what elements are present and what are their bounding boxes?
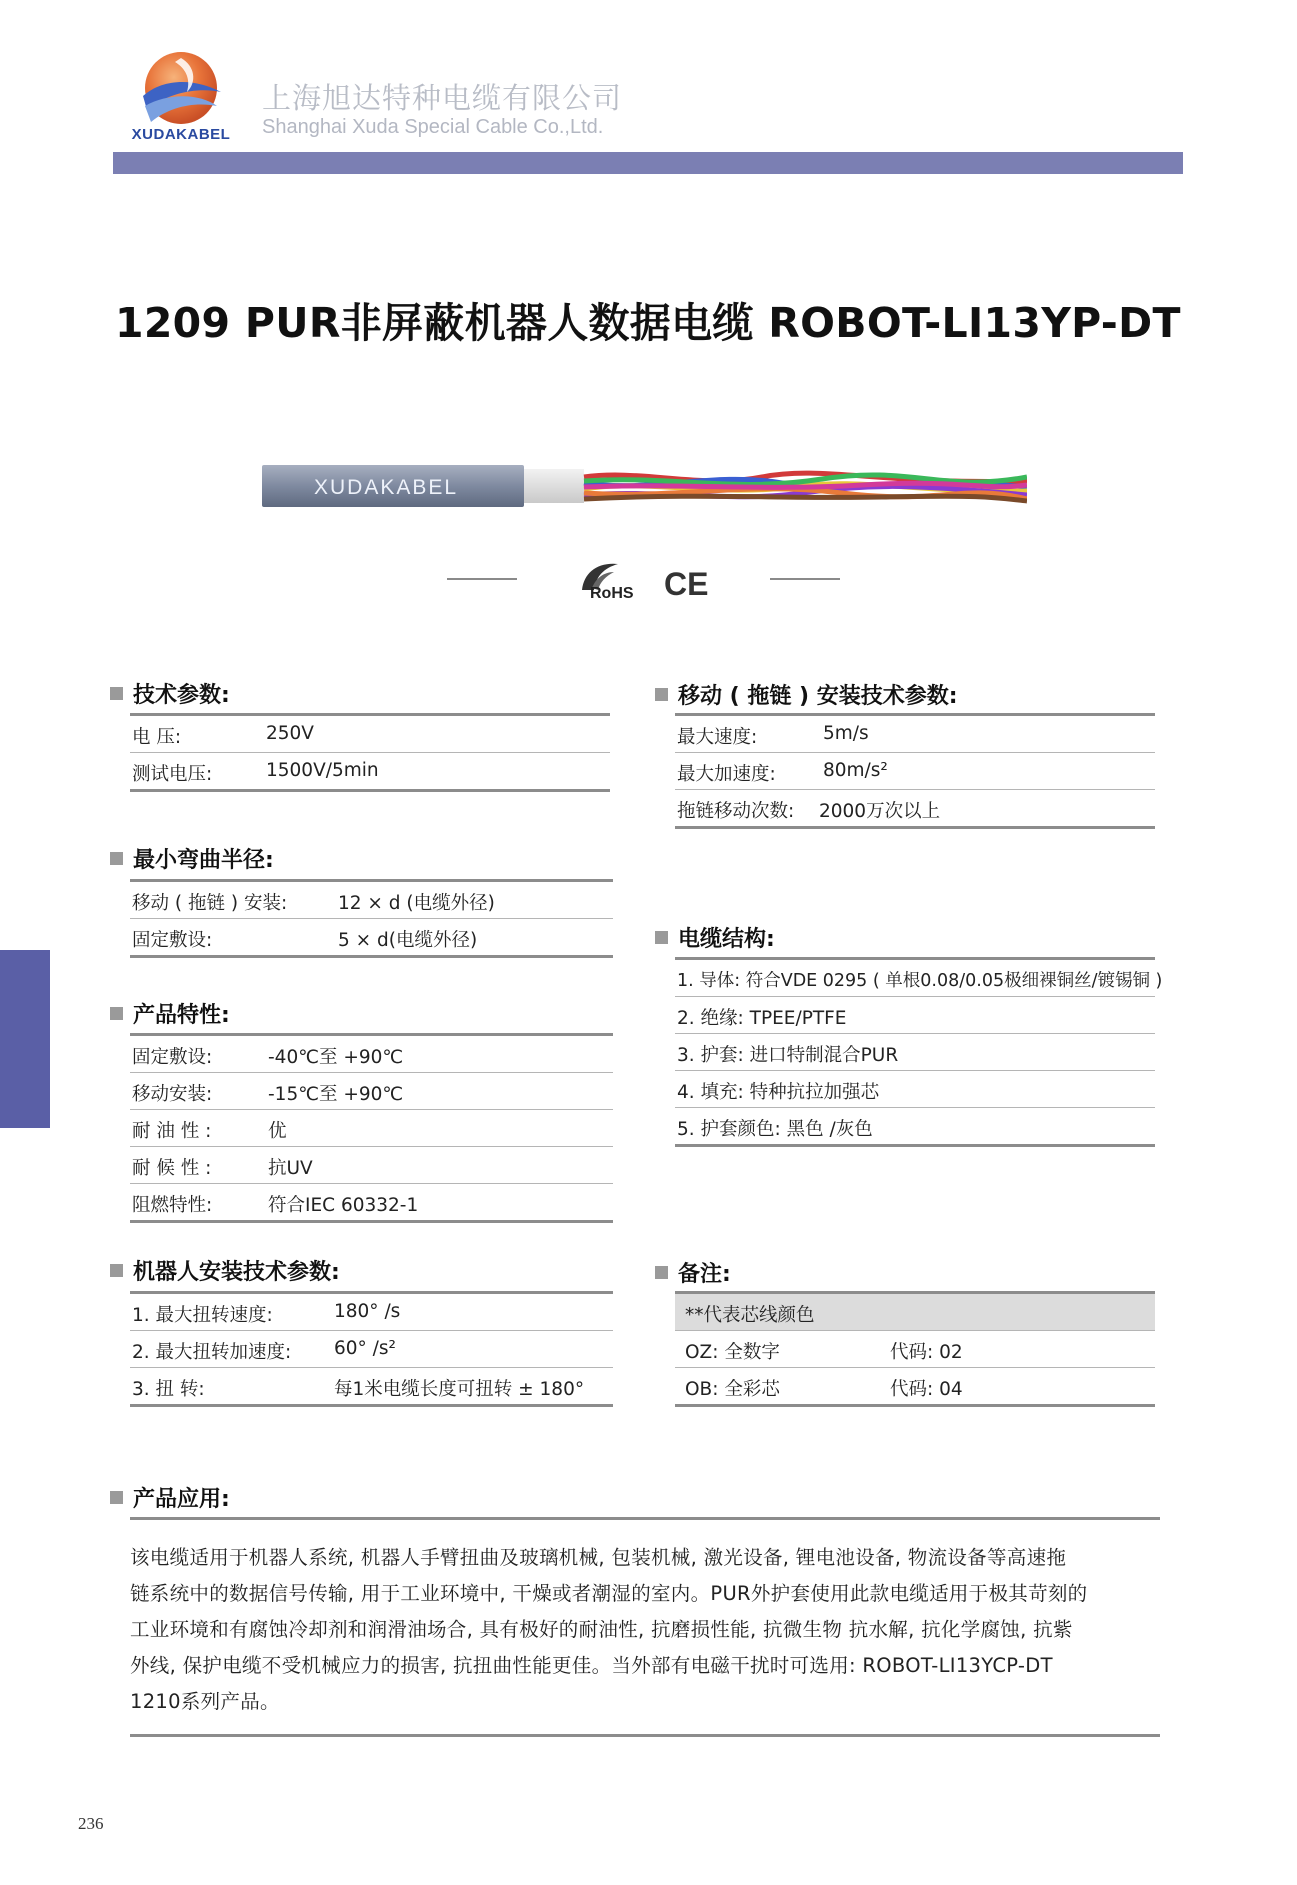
table-row: 最大加速度: 80m/s² [675,752,1155,789]
table-row: 1. 导体: 符合VDE 0295 ( 单根0.08/0.05极细裸铜丝/镀锡铜 ) [677,971,1163,991]
cert-divider-right [770,578,840,580]
table-row: 移动安装: -15℃至 +90℃ [130,1072,613,1109]
logo-text: XUDAKABEL [131,126,231,143]
table-row: 5. 护套颜色: 黑色 /灰色 [675,1107,1155,1144]
table-row: 2. 最大扭转加速度: 60° /s² [130,1330,613,1367]
company-name-en: Shanghai Xuda Special Cable Co.,Ltd. [262,116,604,138]
table-row: 耐 油 性 : 优 [130,1109,613,1146]
bullet-square-icon [655,1266,668,1279]
table-row: 最大速度: 5m/s [677,723,869,748]
table-row: 电 压: 250V [132,723,314,748]
page-number: 236 [78,1814,104,1833]
company-name-cn: 上海旭达特种电缆有限公司 [262,81,623,115]
bullet-square-icon [110,1264,123,1277]
table-row: 测试电压: 1500V/5min [130,752,610,789]
table-row: 阻燃特性: 符合IEC 60332-1 [130,1183,613,1220]
table-row: 3. 扭 转: 每1米电缆长度可扭转 ± 180° [130,1367,613,1404]
notes-heading: 备注: [655,1257,731,1288]
product-features-heading: 产品特性: [110,998,230,1029]
bend-radius-heading: 最小弯曲半径: [110,843,274,874]
table-row: **代表芯线颜色 [675,1294,1155,1330]
table-row: 固定敷设: 5 × d(电缆外径) [130,918,613,955]
robot-params-table [130,1291,613,1407]
bullet-square-icon [110,852,123,865]
table-row: 3. 护套: 进口特制混合PUR [675,1033,1155,1070]
application-line: 该电缆适用于机器人系统, 机器人手臂扭曲及玻璃机械, 包装机械, 激光设备, 锂电池设备, 物流设备等高速拖 [130,1546,1067,1569]
svg-text:RoHS: RoHS [590,585,634,602]
cable-print-label: XUDAKABEL [314,476,459,499]
logo-globe-icon [125,48,237,138]
application-bottom-rule [130,1734,1160,1737]
product-features-table [130,1033,613,1223]
table-row: 耐 候 性 : 抗UV [130,1146,613,1183]
chain-params-table [675,713,1155,829]
application-line: 链系统中的数据信号传输, 用于工业环境中, 干燥或者潮湿的室内。PUR外护套使用此款电缆适用于极其苛刻的 [130,1582,1088,1605]
bullet-square-icon [655,931,668,944]
structure-heading: 电缆结构: [655,922,775,953]
page-title: 1209 PUR非屏蔽机器人数据电缆 ROBOT-LI13YP-DT [115,299,1181,347]
application-text [130,1540,1166,1720]
table-row: 2. 绝缘: TPEE/PTFE [675,996,1155,1033]
table-row: 4. 填充: 特种抗拉加强芯 [675,1070,1155,1107]
bullet-square-icon [110,687,123,700]
application-line: 工业环境和有腐蚀冷却剂和润滑油场合, 具有极好的耐油性, 抗磨损性能, 抗微生物 抗水解, 抗化学腐蚀, 抗紫 [130,1618,1073,1641]
bullet-square-icon [110,1007,123,1020]
side-tab-marker [0,950,50,1128]
cable-image [262,463,1027,509]
cert-divider-left [447,578,517,580]
application-line: 外线, 保护电缆不受机械应力的损害, 抗扭曲性能更佳。当外部有电磁干扰时可选用: ROBOT-LI13YCP-DT [130,1654,1053,1677]
table-row: 1. 最大扭转速度: 180° /s [132,1301,401,1326]
bullet-square-icon [110,1491,123,1504]
tech-params-heading: 技术参数: [110,678,230,709]
notes-table [675,1291,1155,1407]
header-accent-bar [113,152,1183,174]
bullet-square-icon [655,688,668,701]
application-line: 1210系列产品。 [130,1690,280,1713]
table-row: OZ: 全数字 代码: 02 [675,1330,1155,1367]
chain-params-heading: 移动 ( 拖链 ) 安装技术参数: [655,679,958,710]
tech-params-table [130,713,610,792]
ce-mark-icon: CE [664,566,709,602]
table-row: OB: 全彩芯 代码: 04 [675,1367,1155,1404]
application-heading: 产品应用: [110,1482,230,1513]
rohs-icon [578,560,640,602]
structure-table [675,957,1163,1147]
robot-params-heading: 机器人安装技术参数: [110,1255,340,1286]
table-row: 移动 ( 拖链 ) 安装: 12 × d (电缆外径) [132,893,495,914]
table-row: 拖链移动次数: 2000万次以上 [675,789,1155,826]
table-row: 固定敷设: -40℃至 +90℃ [132,1047,404,1068]
application-top-rule [130,1517,1160,1520]
bend-radius-table [130,879,613,958]
